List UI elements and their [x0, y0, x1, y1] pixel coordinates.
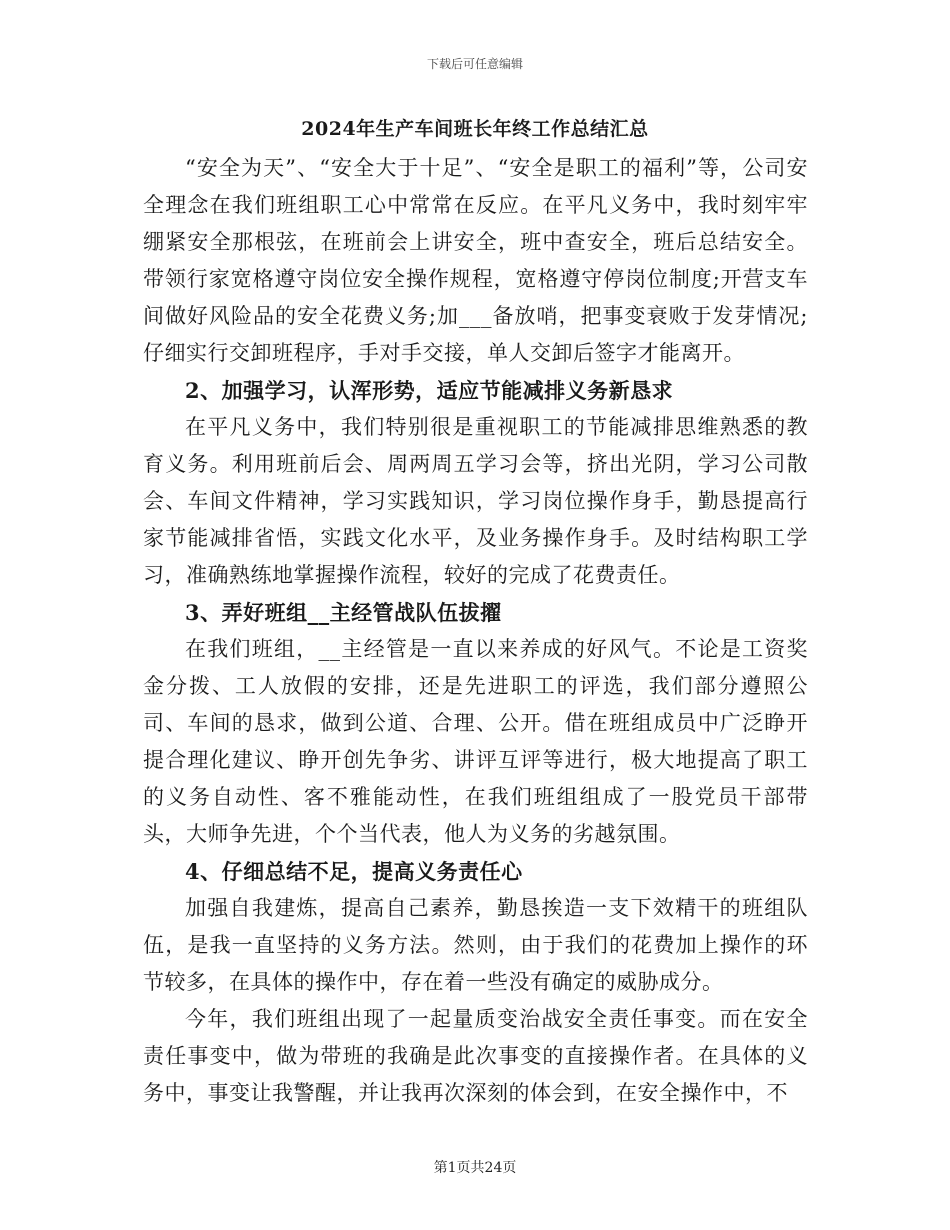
- document-body: [143, 150, 808, 1112]
- page-header-note: 下载后可任意编辑: [426, 57, 523, 71]
- section-heading-3: 3、弄好班组__主经管战队伍拔擢: [185, 600, 502, 625]
- section-heading-4: 4、仔细总结不足，提高义务责任心: [185, 859, 523, 884]
- paragraph-safety: “安全为天”、“安全大于十足”、“安全是职工的福利”等，公司安全理念在我们班组职工心中常常在反应。在平凡义务中，我时刻牢牢绷紧安全那根弦，在班前会上讲安全，班中查安全，班后总结安全。带领行家宽格遵守岗位安全操作规程，宽格遵守停岗位制度;开营支车间做好风险品的安全花费义务;加___备放哨，把事变衰败于发芽情况;仔细实行交卸班程序，手对手交接，单人交卸后签字才能离开。: [143, 156, 808, 365]
- document-title: 2024年生产车间班长年终工作总结汇总: [301, 118, 649, 140]
- paragraph-team-management: 在我们班组，__主经管是一直以来养成的好风气。不论是工资奖金分拨、工人放假的安排，还是先进职工的评选，我们部分遵照公司、车间的恳求，做到公道、合理、公开。借在班组成员中广泛睁开提合理化建议、睁开创先争劣、讲评互评等进行，极大地提高了职工的义务自动性、客不雅能动性，在我们班组组成了一股党员干部带头，大师争先进，个个当代表，他人为义务的劣越氛围。: [143, 637, 808, 846]
- paragraph-self-improvement: 加强自我建炼，提高自己素养，勤恳挨造一支下效精干的班组队伍，是我一直坚持的义务方法。然则，由于我们的花费加上操作的环节较多，在具体的操作中，存在着一些没有确定的威胁成分。: [143, 896, 808, 994]
- paragraph-incident: 今年，我们班组出现了一起量质变治战安全责任事变。而在安全责任事变中，做为带班的我确是此次事变的直接操作者。在具体的义务中，事变让我警醒，并让我再次深刻的体会到，在安全操作中，不: [143, 1007, 808, 1105]
- paragraph-learning: 在平凡义务中，我们特别很是重视职工的节能减排思维熟悉的教育义务。利用班前后会、周两周五学习会等，挤出光阴，学习公司散会、车间文件精神，学习实践知识，学习岗位操作身手，勤恳提高行家节能减排省悟，实践文化水平，及业务操作身手。及时结构职工学习，准确熟练地掌握操作流程，较好的完成了花费责任。: [143, 415, 808, 587]
- page-footer: 第1页共24页: [433, 1160, 517, 1176]
- section-heading-2: 2、加强学习，认浑形势，适应节能减排义务新恳求: [185, 378, 674, 403]
